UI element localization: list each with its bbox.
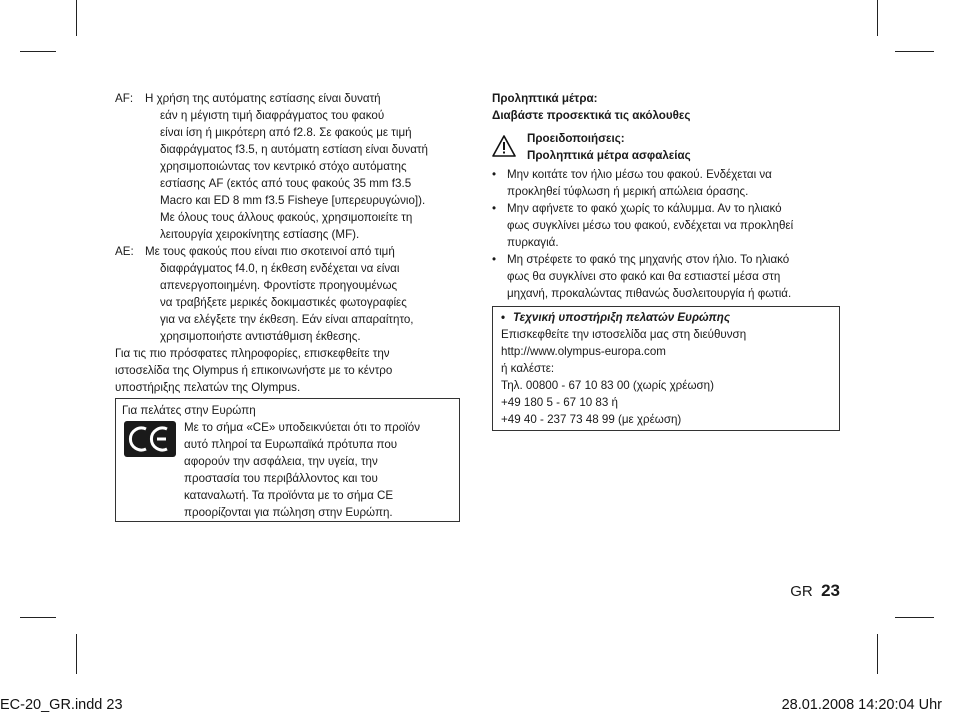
text-line: καταναλωτή. Τα προϊόντα με το σήμα CE [184,489,394,502]
crop-mark [20,617,56,618]
crop-mark [877,0,878,36]
ae-label: AE: [115,245,134,258]
warning-triangle-icon [492,135,516,162]
crop-mark [76,634,77,674]
text-line: μηχανή, προκαλώντας πιθανώς δυσλειτουργία ή φωτιά. [507,287,792,300]
text-line: υποστήριξης πελατών της Olympus. [115,381,301,394]
text-line: προορίζονται για πώληση στην Ευρώπη. [184,506,393,519]
list-item [492,166,842,200]
text-line: • Μη στρέφετε το φακό της μηχανής στον ήλιο. Το ηλιακό [507,253,790,266]
text-line: Macro και ED 8 mm f3.5 Fisheye [υπερευρυγώνιο]). [160,194,426,207]
support-box [492,306,840,431]
precautions-heading: Προληπτικά μέτρα: [492,92,598,105]
text-line: χρησιμοποιήστε αντιστάθμιση έκθεσης. [160,330,361,343]
ae-section [115,243,465,345]
warning-subtitle: Προληπτικά μέτρα ασφαλείας [527,149,691,162]
text-line: Η χρήση της αυτόματης εστίασης είναι δυνατή [145,92,381,105]
precaution-list [492,166,842,302]
list-item [492,200,842,251]
language-code: GR [790,583,813,600]
text-line: Για τις πιο πρόσφατες πληροφορίες, επισκεφθείτε την [115,347,390,360]
text-line: ιστοσελίδα της Olympus ή επικοινωνήστε με το κέντρο [115,364,393,377]
text-line: απενεργοποιημένη. Φροντίστε προηγουμένως [160,279,398,292]
support-text [501,326,831,428]
text-line: +49 40 - 237 73 48 99 (με χρέωση) [501,413,682,426]
text-line: εάν η μέγιστη τιμή διαφράγματος του φακού [160,109,385,122]
warning-title: Προειδοποιήσεις: [527,132,625,145]
crop-mark [877,634,878,674]
text-line: Τηλ. 00800 - 67 10 83 00 (χωρίς χρέωση) [501,379,714,392]
text-line: Επισκεφθείτε την ιστοσελίδα μας στη διεύθυνση [501,328,747,341]
crop-mark [20,51,56,52]
text-line: +49 180 5 - 67 10 83 ή [501,396,619,409]
ce-logo [124,421,176,457]
slug-file: EC-20_GR.indd 23 [0,697,123,713]
text-line: χρησιμοποιώντας τον κεντρικό στόχο αυτόματης [160,160,407,173]
precautions-subheading: Διαβάστε προσεκτικά τις ακόλουθες [492,109,691,122]
text-line: λειτουργία χειροκίνητης εστίασης (MF). [160,228,360,241]
info-paragraph [115,345,465,396]
left-column [115,90,465,396]
slug-date: 28.01.2008 14:20:04 Uhr [781,697,942,713]
text-line: Με το σήμα «CE» υποδεικνύεται ότι το προϊόν [184,421,421,434]
text-line: διαφράγματος f3.5, η αυτόματη εστίαση είναι δυνατή [160,143,428,156]
ce-box-title: Για πελάτες στην Ευρώπη [122,404,256,417]
page-number [790,582,840,600]
text-line: προστασία του περιβάλλοντος και του [184,472,378,485]
text-line: φως συγκλίνει μέσω του φακού, ενδέχεται να προκληθεί [507,219,794,232]
text-line: να τραβήξετε μερικές δοκιμαστικές φωτογραφίες [160,296,407,309]
text-line: • Μην κοιτάτε τον ήλιο μέσω του φακού. Ενδέχεται να [507,168,772,181]
text-line: Με όλους τους άλλους φακούς, χρησιμοποιείτε τη [160,211,413,224]
text-line: προκληθεί τύφλωση ή μερική απώλεια όρασης. [507,185,749,198]
ce-box [115,398,460,522]
text-line: για να ελέγξετε την έκθεση. Εάν είναι απαραίτητο, [160,313,414,326]
text-line: αυτό πληροί τα Ευρωπαϊκά πρότυπα που [184,438,398,451]
warning-block [492,130,842,164]
crop-mark [76,0,77,36]
page-number-value: 23 [821,581,840,600]
right-column [492,90,842,302]
ce-box-text [184,419,456,521]
text-line: • Μην αφήνετε το φακό χωρίς το κάλυμμα. Αν το ηλιακό [507,202,782,215]
crop-mark [895,617,934,618]
text-line: Με τους φακούς που είναι πιο σκοτεινοί από τιμή [145,245,395,258]
af-text [145,90,465,243]
af-label: AF: [115,92,134,105]
text-line: πυρκαγιά. [507,236,559,249]
text-line: φως θα συγκλίνει στο φακό και θα εστιαστεί μέσα στη [507,270,781,283]
text-line: ή καλέστε: [501,362,555,375]
support-url-link[interactable]: http://www.olympus-europa.com [501,345,666,358]
support-title: • Τεχνική υποστήριξη πελατών Ευρώπης [501,309,831,326]
af-section [115,90,465,243]
text-line: είναι ίση ή μικρότερη από f2.8. Σε φακούς με τιμή [160,126,412,139]
text-line: εστίασης AF (εκτός από τους φακούς 35 mm f3.5 [160,177,412,190]
text-line: διαφράγματος f4.0, η έκθεση ενδέχεται να είναι [160,262,400,275]
list-item [492,251,842,302]
ae-text [145,243,465,345]
crop-mark [895,51,934,52]
text-line: αφορούν την ασφάλεια, την υγεία, την [184,455,378,468]
